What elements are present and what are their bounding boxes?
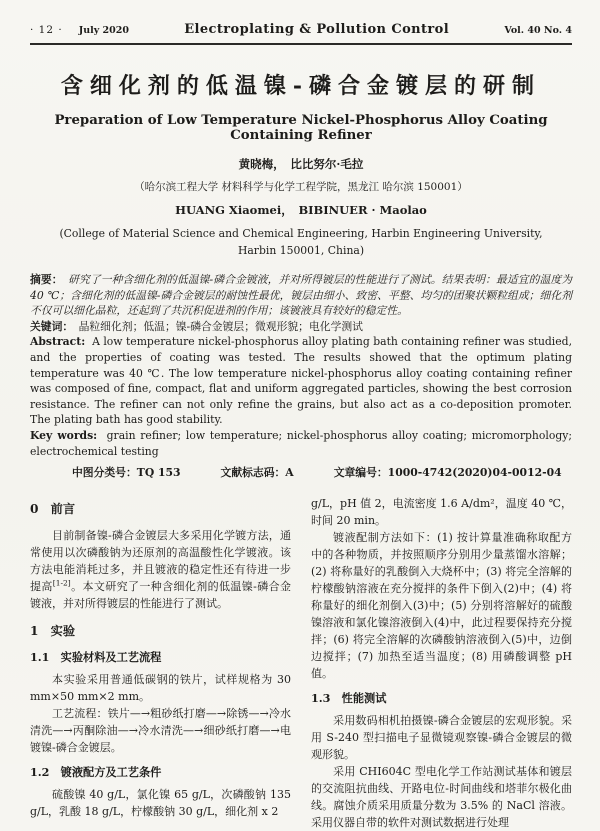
issue-date: July 2020 (78, 25, 129, 36)
process-flow-paragraph: 工艺流程：铁片—→粗砂纸打磨—→除锈—→冷水清洗—→丙酮除油—→冷水清洗—→细砂纸打磨—→电镀镍-磷合金镀层。 (30, 707, 291, 755)
bath-formula-paragraph: 硫酸镍 40 g/L，氯化镍 65 g/L，次磷酸钠 135 g/L，乳酸 18 g/L，柠檬酸钠 30 g/L，细化剂 x 2 (30, 788, 291, 819)
bath-formula-continuation: g/L，pH 值 2，电流密度 1.6 A/dm²，温度 40 ℃，时间 20 min。 (311, 497, 572, 528)
keywords-en-text: grain refiner; low temperature; nickel-phosphorus alloy coating; micromorphology; electrochemical testing (30, 428, 572, 458)
journal-title: Electroplating & Pollution Control (184, 22, 450, 37)
abstract-zh-label: 摘要： (30, 273, 58, 286)
keywords-zh (30, 319, 572, 335)
section-1-3-heading: 1.3 性能测试 (311, 691, 387, 706)
body-columns (30, 495, 572, 831)
bath-preparation-paragraph: 镀液配制方法如下：(1) 按计算量准确称取配方中的各种物质，并按照顺序分别用少量蒸馏水溶解；(2) 将称量好的乳酸倒入大烧杯中；(3) 将完全溶解的柠檬酸钠溶液在充分搅拌的条件下倒入(2)中；(4) 将称量好的细化剂倒入(3)中；(5) 分别将溶解好的硫酸镍溶液和氯化镍溶液倒入(4)中，此过程要保持充分搅拌；(6) 将完全溶解的次磷酸钠溶液倒入(5)中，边倒边搅拌；(7) 加热至适当温度；(8) 用磷酸调整 pH 值。 (311, 531, 572, 681)
abstract-en-text: A low temperature nickel-phosphorus alloy plating bath containing refiner was studied, and the properties of coating was tested. The results showed that the optimum plating temperature was 40 ℃. The low temperature nickel-phosphorus alloy coating containing refiner was composed of fine, compact, flat and uniform aggregated particles, showing the best corrosion resistance. The refiner can not only refine the grains, but also act as a co-deposition promoter. The plating bath has good stability. (30, 335, 572, 427)
keywords-zh-label: 关键词： (30, 319, 68, 333)
reference-superscript: [1-2] (52, 578, 71, 588)
keywords-zh-text: 晶粒细化剂；低温；镍-磷合金镀层；微观形貌；电化学测试 (78, 319, 363, 333)
intro-paragraph (30, 527, 291, 612)
affiliation-en (30, 225, 572, 259)
section-1-2-heading: 1.2 镀液配方及工艺条件 (30, 765, 162, 780)
intro-text-1: 目前制备镍-磷合金镀层大多采用化学镀方法，通常使用以次磷酸钠为还原剂的高温酸性化学镀液。该方法电能消耗过多，并且镀液的稳定性还有待进一步提高 (30, 529, 291, 594)
materials-paragraph: 本实验采用普通低碳钢的铁片，试样规格为 30 mm×50 mm×2 mm。 (30, 673, 291, 704)
running-head (30, 22, 572, 37)
right-column (311, 495, 572, 831)
affiliation-en-line1: (College of Material Science and Chemical Engineering, Harbin Engineering University, (59, 227, 543, 240)
section-0-heading: 0 前言 (30, 502, 76, 517)
header-divider (30, 43, 572, 45)
morphology-test-paragraph: 采用数码相机拍摄镍-磷合金镀层的宏观形貌。采用 S-240 型扫描电子显微镜观察镍-磷合金镀层的微观形貌。 (311, 714, 572, 762)
section-1-1-heading: 1.1 实验材料及工艺流程 (30, 650, 162, 665)
article-id: 文章编号：1000-4742(2020)04-0012-04 (333, 466, 562, 480)
electrochemical-test-paragraph: 采用 CHI604C 型电化学工作站测试基体和镀层的交流阻抗曲线、开路电位-时间曲线和塔菲尔极化曲线。腐蚀介质采用质量分数为 3.5% 的 NaCl 溶液。采用仪器自带的软件对测试数据进行处理 (311, 765, 572, 830)
abstract-en-label: Abstract: (30, 335, 86, 349)
section-1-heading: 1 实验 (30, 624, 76, 639)
page-number: · 12 · (30, 24, 63, 36)
article-title-zh: 含细化剂的低温镍-磷合金镀层的研制 (60, 73, 542, 99)
volume-info: Vol. 40 No. 4 (504, 25, 572, 36)
keywords-en (30, 428, 572, 459)
running-head-left (30, 24, 129, 36)
front-matter (30, 272, 572, 459)
classification-line (30, 465, 572, 480)
authors-zh: 黄晓梅， 比比努尔·毛拉 (238, 157, 364, 171)
article-title-en: Preparation of Low Temperature Nickel-Phosphorus Alloy Coating Containing Refiner (54, 113, 548, 143)
abstract-zh-text: 研究了一种含细化剂的低温镍-磷合金镀液，并对所得镀层的性能进行了测试。结果表明：最适宜的温度为 40 ℃；含细化剂的低温镍-磷合金镀层的耐蚀性最优，镀层由细小、致密、平整、均匀的团聚状颗粒组成；细化剂不仅可以细化晶粒，还起到了共沉积促进剂的作用；该镀液具有较好的稳定性。 (30, 273, 572, 318)
keywords-en-label: Key words: (30, 428, 98, 442)
affiliation-en-line2: Harbin 150001, China) (237, 244, 365, 257)
clc-number: 中图分类号：TQ 153 (72, 466, 181, 480)
document-code: 文献标志码：A (220, 466, 294, 480)
authors-en: HUANG Xiaomei， BIBINUER · Maolao (175, 203, 427, 217)
affiliation-zh: （哈尔滨工程大学 材料科学与化学工程学院，黑龙江 哈尔滨 150001） (134, 181, 468, 193)
abstract-zh (30, 272, 572, 319)
intro-text-2: 。本文研究了一种含细化剂的低温镍-磷合金镀液，并对所得镀层的性能进行了测试。 (30, 580, 292, 611)
left-column (30, 495, 291, 831)
abstract-en (30, 334, 572, 428)
